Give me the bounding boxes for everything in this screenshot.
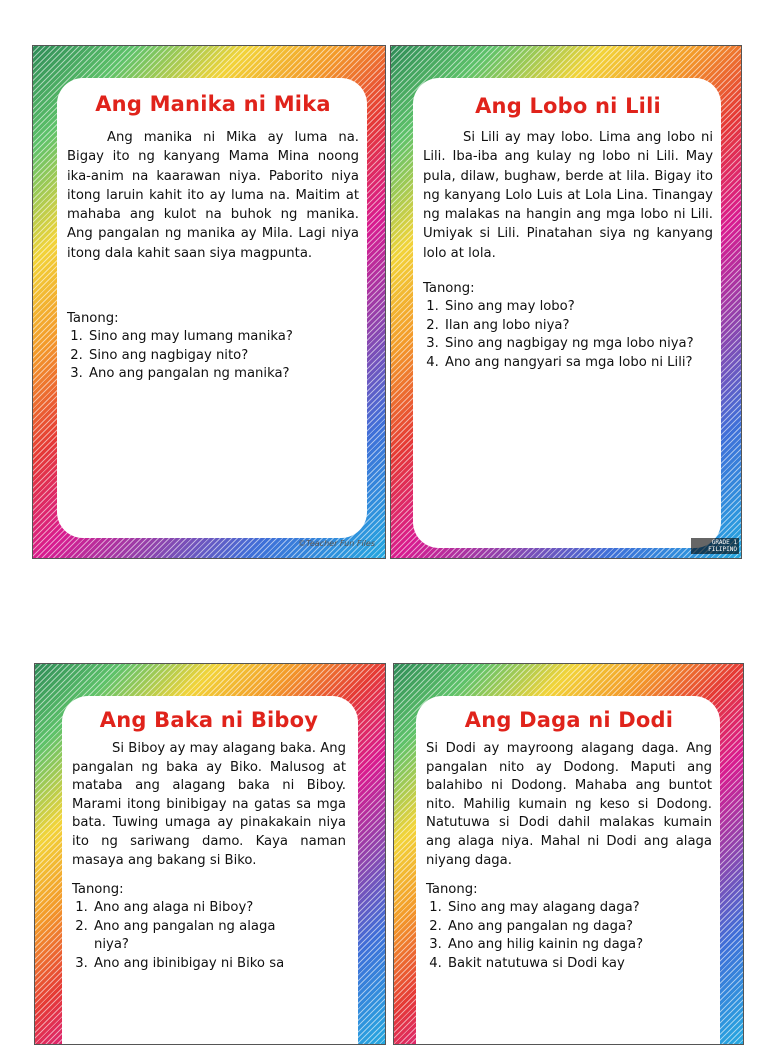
story-card-daga [393, 663, 744, 1045]
question-label: Tanong: [67, 311, 119, 327]
card-story: Ang manika ni Mika ay luma na. Bigay ito ng kanyang Mama Mina noong ika-anim na kaarawan niya. Paborito niya itong laruin kahit ito ay luma na. Maitim at mahaba ang kulot na buhok ng manika. Ang pangalan ng manika ay Mila. Lagi niya itong dala kahit saan siya magpunta. [67, 130, 359, 261]
copyright-footer: ©Teacher Fun Files [297, 539, 375, 548]
card-title: Ang Baka ni Biboy [99, 708, 319, 732]
card-story: Si Dodi ay mayroong alagang daga. Ang pangalan nito ay Dodong. Maputi ang balahibo ni Dodong. Mahaba ang buntot nito. Mahilig kumain ng keso si Dodong. Natutuwa si Dodi dahil malakas kumain ang alaga niya. Mahal ni Dodi ang alaga niyang daga. [426, 741, 712, 868]
card-panel [416, 696, 720, 1045]
question-label: Tanong: [72, 882, 124, 898]
question-label: Tanong: [423, 281, 475, 297]
card-title: Ang Lobo ni Lili [475, 94, 661, 118]
card-story: Si Biboy ay may alagang baka. Ang pangalan ng baka ay Biko. Malusog at mataba ang alagang baka ni Biboy. Marami itong binibigay na gatas sa mga bata. Tuwing umaga ay pinakakain niya ito ng sariwang damo. Kaya naman masaya ang bakang si Biko. [72, 741, 346, 868]
card-story: Si Lili ay may lobo. Lima ang lobo ni Lili. Iba-iba ang kulay ng lobo ni Lili. May pula, dilaw, bughaw, berde at lila. Bigay ito ng kanyang Lolo Luis at Lola Lina. Tinangay ng malakas na hangin ang mga lobo ni Lili. Umiyak si Lili. Pinatahan siya ng kanyang lolo at lola. [423, 130, 713, 261]
question-item: 1. Sino ang may lobo? [443, 298, 713, 317]
question-item: 1. Ano ang alaga ni Biboy? [92, 899, 346, 918]
question-item: 2. Ilan ang lobo niya? [443, 317, 713, 336]
question-item: 1. Sino ang may lumang manika? [87, 328, 359, 347]
question-item: 3. Ano ang hilig kainin ng daga? [446, 936, 712, 955]
question-list [426, 899, 712, 973]
card-title: Ang Manika ni Mika [95, 92, 331, 116]
question-list [72, 899, 346, 973]
question-item: 3. Ano ang ibinibigay ni Biko sa [92, 955, 346, 974]
question-item: 3. Ano ang pangalan ng manika? [87, 365, 359, 384]
grade-badge: GRADE 1 FILIPINO [691, 538, 739, 554]
question-item: 4. Ano ang nangyari sa mga lobo ni Lili? [443, 354, 713, 373]
card-panel [62, 696, 358, 1045]
question-item: 2. Ano ang pangalan ng alaga niya? [92, 918, 346, 955]
card-title: Ang Daga ni Dodi [464, 708, 674, 732]
question-item: 1. Sino ang may alagang daga? [446, 899, 712, 918]
question-item: 2. Sino ang nagbigay nito? [87, 347, 359, 366]
question-label: Tanong: [426, 882, 478, 898]
question-list [67, 328, 359, 384]
question-item: 2. Ano ang pangalan ng daga? [446, 918, 712, 937]
story-card-lobo [390, 45, 742, 559]
question-item: 3. Sino ang nagbigay ng mga lobo niya? [443, 335, 713, 354]
story-card-manika [32, 45, 386, 559]
question-item: 4. Bakit natutuwa si Dodi kay [446, 955, 712, 974]
card-panel [57, 78, 367, 538]
question-list [423, 298, 713, 372]
story-card-baka [34, 663, 386, 1045]
card-panel [413, 78, 721, 548]
